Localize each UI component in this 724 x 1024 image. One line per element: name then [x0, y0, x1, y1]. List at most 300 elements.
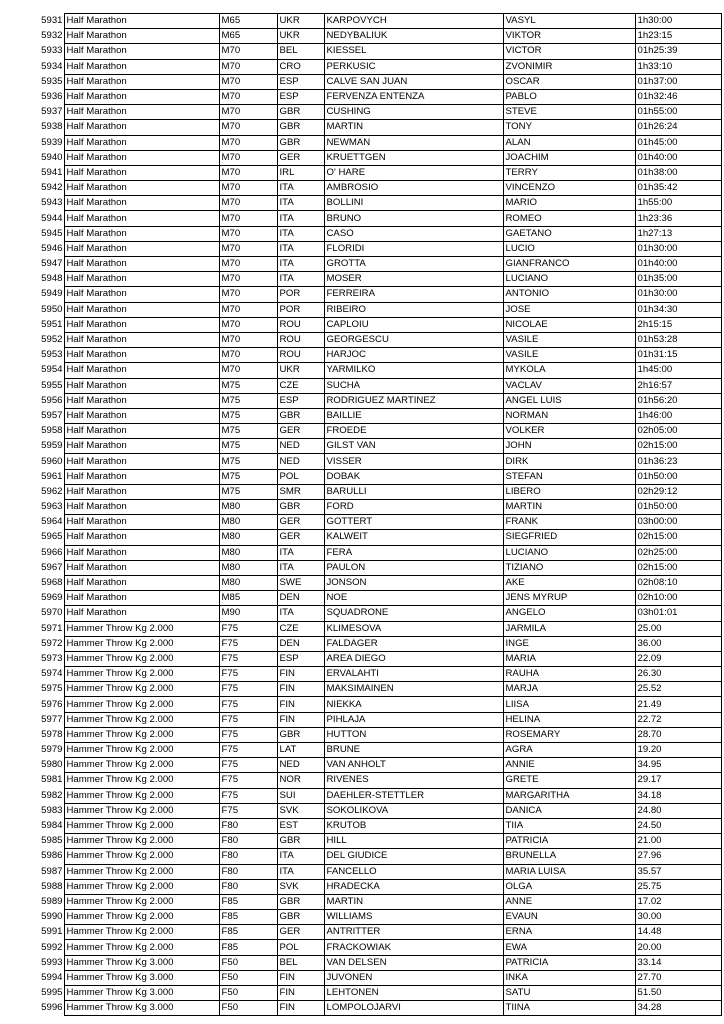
first-name-cell: VIKTOR: [503, 29, 635, 44]
surname-cell: O' HARE: [324, 165, 503, 180]
nation-cell: SVK: [277, 879, 324, 894]
event-cell: Half Marathon: [64, 74, 219, 89]
nation-cell: ITA: [277, 226, 324, 241]
category-cell: F50: [219, 1001, 277, 1016]
first-name-cell: ERNA: [503, 925, 635, 940]
nation-cell: ITA: [277, 257, 324, 272]
first-name-cell: MARIA LUISA: [503, 864, 635, 879]
category-cell: M70: [219, 363, 277, 378]
first-name-cell: JARMILA: [503, 621, 635, 636]
category-cell: M70: [219, 196, 277, 211]
first-name-cell: OSCAR: [503, 74, 635, 89]
row-number: 5985: [41, 835, 63, 847]
event-cell: Hammer Throw Kg 2.000: [64, 788, 219, 803]
event-cell: Hammer Throw Kg 2.000: [64, 636, 219, 651]
category-cell: F85: [219, 940, 277, 955]
table-row: [33, 226, 721, 241]
result-cell: 01h35:42: [635, 181, 721, 196]
surname-cell: NEWMAN: [324, 135, 503, 150]
table-row: [33, 849, 721, 864]
nation-cell: LAT: [277, 743, 324, 758]
result-cell: 01h55:00: [635, 105, 721, 120]
table-row: [33, 788, 721, 803]
surname-cell: DEL GIUDICE: [324, 849, 503, 864]
result-cell: 01h53:28: [635, 332, 721, 347]
first-name-cell: JOACHIM: [503, 150, 635, 165]
first-name-cell: ROMEO: [503, 211, 635, 226]
first-name-cell: ROSEMARY: [503, 727, 635, 742]
category-cell: F85: [219, 910, 277, 925]
event-cell: Half Marathon: [64, 500, 219, 515]
result-cell: 14.48: [635, 925, 721, 940]
table-row: [33, 864, 721, 879]
category-cell: F75: [219, 743, 277, 758]
surname-cell: NOE: [324, 591, 503, 606]
event-cell: Half Marathon: [64, 393, 219, 408]
event-cell: Half Marathon: [64, 530, 219, 545]
row-number: 5957: [41, 409, 63, 421]
first-name-cell: VINCENZO: [503, 181, 635, 196]
first-name-cell: VACLAV: [503, 378, 635, 393]
category-cell: M70: [219, 287, 277, 302]
category-cell: F85: [219, 925, 277, 940]
nation-cell: FIN: [277, 712, 324, 727]
first-name-cell: RAUHA: [503, 667, 635, 682]
row-number: 5978: [41, 728, 63, 740]
nation-cell: GBR: [277, 894, 324, 909]
table-row: [33, 667, 721, 682]
table-row: [33, 697, 721, 712]
surname-cell: JUVONEN: [324, 970, 503, 985]
surname-cell: PIHLAJA: [324, 712, 503, 727]
table-row: [33, 910, 721, 925]
nation-cell: ITA: [277, 272, 324, 287]
result-cell: 34.95: [635, 758, 721, 773]
nation-cell: GER: [277, 925, 324, 940]
table-row: [33, 363, 721, 378]
result-cell: 21.49: [635, 697, 721, 712]
surname-cell: LOMPOLOJARVI: [324, 1001, 503, 1016]
nation-cell: POR: [277, 302, 324, 317]
nation-cell: NED: [277, 454, 324, 469]
table-row: [33, 74, 721, 89]
table-row: [33, 545, 721, 560]
surname-cell: VAN ANHOLT: [324, 758, 503, 773]
row-number: 5980: [41, 759, 63, 771]
table-row: [33, 621, 721, 636]
table-row: [33, 196, 721, 211]
surname-cell: JONSON: [324, 575, 503, 590]
table-row: [33, 530, 721, 545]
result-cell: 28.70: [635, 727, 721, 742]
first-name-cell: VASILE: [503, 332, 635, 347]
table-row: [33, 515, 721, 530]
first-name-cell: JENS MYRUP: [503, 591, 635, 606]
row-number: 5962: [41, 485, 63, 497]
first-name-cell: MARTIN: [503, 500, 635, 515]
nation-cell: FIN: [277, 970, 324, 985]
category-cell: F75: [219, 651, 277, 666]
nation-cell: ITA: [277, 181, 324, 196]
surname-cell: FERVENZA ENTENZA: [324, 89, 503, 104]
surname-cell: MARTIN: [324, 120, 503, 135]
event-cell: Half Marathon: [64, 14, 219, 29]
category-cell: M75: [219, 378, 277, 393]
category-cell: M70: [219, 120, 277, 135]
surname-cell: FERREIRA: [324, 287, 503, 302]
event-cell: Hammer Throw Kg 2.000: [64, 879, 219, 894]
nation-cell: POL: [277, 469, 324, 484]
surname-cell: HILL: [324, 834, 503, 849]
table-row: [33, 59, 721, 74]
first-name-cell: AKE: [503, 575, 635, 590]
surname-cell: LEHTONEN: [324, 986, 503, 1001]
row-number: 5989: [41, 895, 63, 907]
event-cell: Half Marathon: [64, 591, 219, 606]
event-cell: Half Marathon: [64, 606, 219, 621]
result-cell: 02h25:00: [635, 545, 721, 560]
nation-cell: DEN: [277, 591, 324, 606]
event-cell: Half Marathon: [64, 150, 219, 165]
nation-cell: UKR: [277, 363, 324, 378]
table-row: [33, 1001, 721, 1016]
table-row: [33, 500, 721, 515]
event-cell: Half Marathon: [64, 332, 219, 347]
category-cell: M80: [219, 530, 277, 545]
category-cell: M75: [219, 469, 277, 484]
category-cell: M70: [219, 241, 277, 256]
table-row: [33, 591, 721, 606]
result-cell: 03h01:01: [635, 606, 721, 621]
event-cell: Hammer Throw Kg 2.000: [64, 803, 219, 818]
result-cell: 01h26:24: [635, 120, 721, 135]
event-cell: Half Marathon: [64, 44, 219, 59]
event-cell: Hammer Throw Kg 2.000: [64, 682, 219, 697]
nation-cell: GER: [277, 530, 324, 545]
result-cell: 02h10:00: [635, 591, 721, 606]
table-row: [33, 211, 721, 226]
surname-cell: KIESSEL: [324, 44, 503, 59]
first-name-cell: DIRK: [503, 454, 635, 469]
row-number: 5946: [41, 242, 63, 254]
category-cell: M70: [219, 135, 277, 150]
surname-cell: YARMILKO: [324, 363, 503, 378]
result-cell: 29.17: [635, 773, 721, 788]
event-cell: Half Marathon: [64, 575, 219, 590]
nation-cell: GER: [277, 424, 324, 439]
row-number: 5996: [41, 1002, 63, 1014]
nation-cell: ESP: [277, 393, 324, 408]
event-cell: Hammer Throw Kg 2.000: [64, 727, 219, 742]
result-cell: 01h40:00: [635, 150, 721, 165]
row-number: 5983: [41, 804, 63, 816]
category-cell: M70: [219, 257, 277, 272]
row-number: 5948: [41, 273, 63, 285]
result-cell: 2h16:57: [635, 378, 721, 393]
first-name-cell: ANNE: [503, 894, 635, 909]
event-cell: Hammer Throw Kg 3.000: [64, 955, 219, 970]
surname-cell: FANCELLO: [324, 864, 503, 879]
row-number: 5960: [41, 455, 63, 467]
event-cell: Hammer Throw Kg 2.000: [64, 940, 219, 955]
event-cell: Hammer Throw Kg 2.000: [64, 743, 219, 758]
event-cell: Half Marathon: [64, 484, 219, 499]
row-number: 5953: [41, 349, 63, 361]
row-number: 5931: [41, 15, 63, 27]
row-number: 5969: [41, 592, 63, 604]
event-cell: Hammer Throw Kg 2.000: [64, 712, 219, 727]
result-cell: 33.14: [635, 955, 721, 970]
table-row: [33, 165, 721, 180]
event-cell: Half Marathon: [64, 560, 219, 575]
nation-cell: SVK: [277, 803, 324, 818]
result-cell: 02h05:00: [635, 424, 721, 439]
surname-cell: KLIMESOVA: [324, 621, 503, 636]
result-cell: 26.30: [635, 667, 721, 682]
surname-cell: RIBEIRO: [324, 302, 503, 317]
nation-cell: FIN: [277, 986, 324, 1001]
first-name-cell: JOSE: [503, 302, 635, 317]
table-row: [33, 317, 721, 332]
nation-cell: GBR: [277, 834, 324, 849]
row-number: 5994: [41, 971, 63, 983]
surname-cell: CASO: [324, 226, 503, 241]
first-name-cell: NICOLAE: [503, 317, 635, 332]
category-cell: M75: [219, 454, 277, 469]
first-name-cell: BRUNELLA: [503, 849, 635, 864]
nation-cell: SWE: [277, 575, 324, 590]
nation-cell: UKR: [277, 29, 324, 44]
category-cell: F75: [219, 697, 277, 712]
row-number: 5937: [41, 106, 63, 118]
category-cell: F75: [219, 758, 277, 773]
event-cell: Half Marathon: [64, 515, 219, 530]
surname-cell: SQUADRONE: [324, 606, 503, 621]
nation-cell: CZE: [277, 378, 324, 393]
surname-cell: ANTRITTER: [324, 925, 503, 940]
row-number: 5951: [41, 318, 63, 330]
category-cell: M75: [219, 439, 277, 454]
results-table: [33, 13, 722, 1016]
event-cell: Hammer Throw Kg 2.000: [64, 621, 219, 636]
row-number: 5942: [41, 182, 63, 194]
surname-cell: BAILLIE: [324, 408, 503, 423]
nation-cell: ESP: [277, 89, 324, 104]
first-name-cell: FRANK: [503, 515, 635, 530]
event-cell: Half Marathon: [64, 165, 219, 180]
result-cell: 1h23:15: [635, 29, 721, 44]
nation-cell: ROU: [277, 348, 324, 363]
category-cell: F75: [219, 712, 277, 727]
surname-cell: BOLLINI: [324, 196, 503, 211]
category-cell: M80: [219, 515, 277, 530]
nation-cell: ITA: [277, 211, 324, 226]
row-number: 5947: [41, 258, 63, 270]
first-name-cell: TONY: [503, 120, 635, 135]
result-cell: 02h08:10: [635, 575, 721, 590]
surname-cell: NEDYBALIUK: [324, 29, 503, 44]
first-name-cell: GAETANO: [503, 226, 635, 241]
surname-cell: VISSER: [324, 454, 503, 469]
row-number: 5995: [41, 987, 63, 999]
event-cell: Half Marathon: [64, 272, 219, 287]
nation-cell: GBR: [277, 910, 324, 925]
table-row: [33, 894, 721, 909]
result-cell: 01h32:46: [635, 89, 721, 104]
row-number: 5987: [41, 865, 63, 877]
event-cell: Half Marathon: [64, 105, 219, 120]
row-number: 5934: [41, 60, 63, 72]
event-cell: Hammer Throw Kg 2.000: [64, 864, 219, 879]
surname-cell: CAPLOIU: [324, 317, 503, 332]
event-cell: Hammer Throw Kg 2.000: [64, 758, 219, 773]
category-cell: F75: [219, 621, 277, 636]
first-name-cell: VASILE: [503, 348, 635, 363]
row-number: 5939: [41, 136, 63, 148]
table-row: [33, 439, 721, 454]
first-name-cell: AGRA: [503, 743, 635, 758]
event-cell: Half Marathon: [64, 545, 219, 560]
result-cell: 01h37:00: [635, 74, 721, 89]
result-cell: 22.09: [635, 651, 721, 666]
category-cell: M70: [219, 59, 277, 74]
nation-cell: DEN: [277, 636, 324, 651]
event-cell: Half Marathon: [64, 29, 219, 44]
category-cell: M75: [219, 424, 277, 439]
category-cell: M70: [219, 165, 277, 180]
row-number: 5977: [41, 713, 63, 725]
result-cell: 02h15:00: [635, 530, 721, 545]
table-row: [33, 29, 721, 44]
table-row: [33, 955, 721, 970]
table-row: [33, 44, 721, 59]
table-row: [33, 348, 721, 363]
nation-cell: POR: [277, 287, 324, 302]
nation-cell: POL: [277, 940, 324, 955]
result-cell: 01h34:30: [635, 302, 721, 317]
table-row: [33, 970, 721, 985]
first-name-cell: ANGEL LUIS: [503, 393, 635, 408]
nation-cell: GBR: [277, 408, 324, 423]
surname-cell: KARPOVYCH: [324, 14, 503, 29]
result-cell: 1h30:00: [635, 14, 721, 29]
category-cell: M70: [219, 150, 277, 165]
table-row: [33, 393, 721, 408]
first-name-cell: VOLKER: [503, 424, 635, 439]
surname-cell: MOSER: [324, 272, 503, 287]
surname-cell: BRUNE: [324, 743, 503, 758]
row-number: 5941: [41, 166, 63, 178]
nation-cell: CRO: [277, 59, 324, 74]
row-number: 5959: [41, 440, 63, 452]
first-name-cell: JOHN: [503, 439, 635, 454]
row-number: 5992: [41, 941, 63, 953]
result-cell: 01h45:00: [635, 135, 721, 150]
surname-cell: FRACKOWIAK: [324, 940, 503, 955]
row-number: 5991: [41, 926, 63, 938]
table-row: [33, 120, 721, 135]
first-name-cell: GIANFRANCO: [503, 257, 635, 272]
table-row: [33, 575, 721, 590]
row-number: 5952: [41, 334, 63, 346]
table-row: [33, 135, 721, 150]
event-cell: Half Marathon: [64, 363, 219, 378]
nation-cell: NED: [277, 758, 324, 773]
event-cell: Hammer Throw Kg 2.000: [64, 667, 219, 682]
table-row: [33, 332, 721, 347]
category-cell: M80: [219, 560, 277, 575]
event-cell: Half Marathon: [64, 287, 219, 302]
surname-cell: SUCHA: [324, 378, 503, 393]
table-row: [33, 986, 721, 1001]
event-cell: Half Marathon: [64, 211, 219, 226]
nation-cell: GBR: [277, 135, 324, 150]
result-cell: 24.80: [635, 803, 721, 818]
category-cell: M70: [219, 348, 277, 363]
surname-cell: HARJOC: [324, 348, 503, 363]
category-cell: F80: [219, 834, 277, 849]
row-number: 5943: [41, 197, 63, 209]
surname-cell: MAKSIMAINEN: [324, 682, 503, 697]
first-name-cell: TERRY: [503, 165, 635, 180]
surname-cell: ERVALAHTI: [324, 667, 503, 682]
event-cell: Hammer Throw Kg 2.000: [64, 773, 219, 788]
first-name-cell: PATRICIA: [503, 834, 635, 849]
table-row: [33, 818, 721, 833]
category-cell: M80: [219, 575, 277, 590]
category-cell: F80: [219, 879, 277, 894]
first-name-cell: DANICA: [503, 803, 635, 818]
category-cell: F50: [219, 970, 277, 985]
first-name-cell: STEVE: [503, 105, 635, 120]
category-cell: F50: [219, 955, 277, 970]
category-cell: M75: [219, 393, 277, 408]
table-row: [33, 408, 721, 423]
category-cell: M70: [219, 211, 277, 226]
table-row: [33, 682, 721, 697]
event-cell: Half Marathon: [64, 241, 219, 256]
category-cell: M85: [219, 591, 277, 606]
row-number: 5993: [41, 956, 63, 968]
row-number: 5965: [41, 531, 63, 543]
first-name-cell: GRETE: [503, 773, 635, 788]
category-cell: M70: [219, 302, 277, 317]
result-cell: 02h29:12: [635, 484, 721, 499]
table-row: [33, 606, 721, 621]
row-number: 5968: [41, 577, 63, 589]
nation-cell: BEL: [277, 44, 324, 59]
surname-cell: VAN DELSEN: [324, 955, 503, 970]
result-cell: 1h55:00: [635, 196, 721, 211]
event-cell: Hammer Throw Kg 2.000: [64, 697, 219, 712]
first-name-cell: MARGARITHA: [503, 788, 635, 803]
result-cell: 02h15:00: [635, 560, 721, 575]
first-name-cell: MARJA: [503, 682, 635, 697]
surname-cell: BARULLI: [324, 484, 503, 499]
table-row: [33, 454, 721, 469]
first-name-cell: LUCIANO: [503, 545, 635, 560]
category-cell: F80: [219, 818, 277, 833]
table-row: [33, 636, 721, 651]
nation-cell: FIN: [277, 697, 324, 712]
category-cell: F75: [219, 727, 277, 742]
nation-cell: BEL: [277, 955, 324, 970]
event-cell: Hammer Throw Kg 2.000: [64, 849, 219, 864]
result-cell: 35.57: [635, 864, 721, 879]
first-name-cell: TIINA: [503, 1001, 635, 1016]
nation-cell: ESP: [277, 651, 324, 666]
result-cell: 01h50:00: [635, 500, 721, 515]
